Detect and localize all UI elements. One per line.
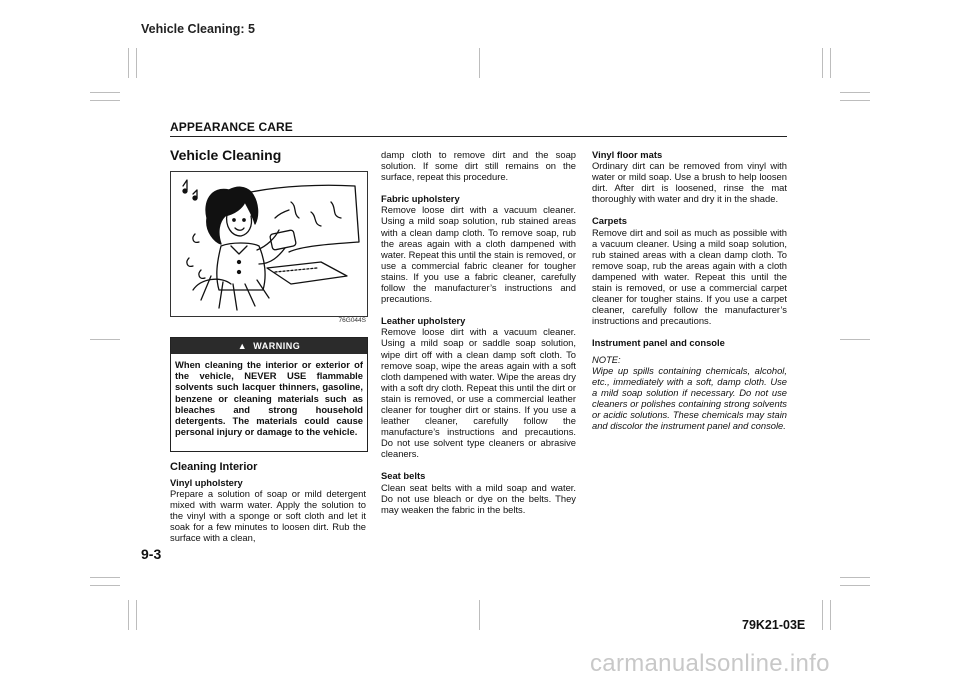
note-text: Wipe up spills containing chemicals, alcohol, etc., immediately with a soft, damp cloth. Use a mild soap solution if necessary. Do not use cleaners or polishes containing strong solvents or acidic solutions. These chemicals may stain and discolor the instrument panel and console. bbox=[592, 364, 787, 432]
carpets-heading: Carpets bbox=[592, 215, 627, 227]
header-rule bbox=[170, 136, 787, 137]
crop-mark bbox=[822, 48, 823, 78]
crop-mark bbox=[822, 600, 823, 630]
document-code: 79K21-03E bbox=[742, 618, 806, 632]
warning-box bbox=[170, 337, 368, 452]
crop-mark bbox=[479, 600, 480, 630]
crop-mark bbox=[840, 577, 870, 578]
note-label: NOTE: bbox=[592, 353, 621, 365]
fabric-upholstery-heading: Fabric upholstery bbox=[381, 193, 460, 205]
crop-mark bbox=[479, 48, 480, 78]
crop-mark bbox=[840, 339, 870, 340]
crop-mark bbox=[136, 600, 137, 630]
cleaning-illustration bbox=[170, 171, 368, 317]
seat-belts-heading: Seat belts bbox=[381, 470, 426, 482]
crop-mark bbox=[90, 585, 120, 586]
crop-mark bbox=[830, 48, 831, 78]
figure-caption: 76G044S bbox=[338, 317, 366, 324]
page-title: Vehicle Cleaning bbox=[170, 147, 282, 163]
instrument-panel-heading: Instrument panel and console bbox=[592, 337, 725, 349]
warning-header bbox=[171, 338, 367, 354]
vinyl-floor-mats-heading: Vinyl floor mats bbox=[592, 149, 663, 160]
column-2 bbox=[381, 149, 576, 515]
crop-mark bbox=[128, 48, 129, 78]
vinyl-upholstery-heading: Vinyl upholstery bbox=[170, 477, 243, 488]
watermark: carmanualsonline.info bbox=[590, 650, 830, 677]
person-cleaning-seat-icon bbox=[171, 172, 367, 316]
leather-upholstery-heading: Leather upholstery bbox=[381, 315, 466, 327]
subsection-title: Cleaning Interior bbox=[170, 461, 258, 473]
warning-label: WARNING bbox=[253, 341, 301, 351]
section-heading: APPEARANCE CARE bbox=[170, 120, 293, 134]
vinyl-floor-mats-text: Ordinary dirt can be removed from vinyl with water or mild soap. Use a brush to help loosen dirt. After dirt is loosened, rinse the mat thoroughly with water and dry it in the shade. bbox=[592, 160, 787, 205]
leather-upholstery-text: Remove loose dirt with a vacuum cleaner. Using a mild soap or saddle soap solution, wipe dirt off with a clean damp soft cloth. To remove soap, wipe the areas again with a soft cloth dampened with water. Wipe the areas dry with a soft dry cloth. Repeat this until the dirt or stain is removed, or use a commercial leather cleaner for tougher dirt or stains. If you use a leather cleaner, carefully follow the manufacture’s instructions and precautions. Do not use solvent type cleaners or abrasive cleaners. bbox=[381, 326, 576, 460]
warning-triangle-icon: ▲ bbox=[237, 341, 248, 351]
crop-mark bbox=[128, 600, 129, 630]
crop-mark bbox=[90, 100, 120, 101]
crop-mark bbox=[840, 100, 870, 101]
column-3 bbox=[592, 149, 787, 431]
column-1 bbox=[170, 477, 366, 544]
crop-mark bbox=[90, 339, 120, 340]
crop-mark bbox=[90, 92, 120, 93]
seat-belts-text: Clean seat belts with a mild soap and water. Do not use bleach or dye on the belts. They may weaken the fabric in the belts. bbox=[381, 481, 576, 515]
crop-mark bbox=[136, 48, 137, 78]
vinyl-upholstery-continued: damp cloth to remove dirt and the soap solution. If some dirt still remains on the surface, repeat this procedure. bbox=[381, 149, 576, 183]
carpets-text: Remove dirt and soil as much as possible with a vacuum cleaner. Using a mild soap solution, rub stained areas with a clean damp cloth. To remove soap, rub the areas again with a cloth dampened with water. Repeat this until the stain is removed, or use a commercial carpet cleaner for tougher stains. If you use a carpet cleaner, carefully follow the manufacturer’s instructions and precautions. bbox=[592, 226, 787, 327]
crop-mark bbox=[90, 577, 120, 578]
fabric-upholstery-text: Remove loose dirt with a vacuum cleaner. Using a mild soap solution, rub stained areas with a clean damp cloth. To remove soap, rub the areas again with a cloth dampened with water. Repeat this until the stain is removed, or use a commercial fabric cleaner for tougher stains. If you use a fabric cleaner, carefully follow the manufacturer’s instructions and precautions. bbox=[381, 204, 576, 305]
crop-mark bbox=[830, 600, 831, 630]
running-header: Vehicle Cleaning: 5 bbox=[141, 22, 255, 36]
vinyl-upholstery-text: Prepare a solution of soap or mild detergent mixed with warm water. Apply the solution to the vinyl with a sponge or soft cloth and let it soak for a few minutes to loosen dirt. Rub the surface with a clean, bbox=[170, 488, 366, 544]
crop-mark bbox=[840, 92, 870, 93]
crop-mark bbox=[840, 585, 870, 586]
warning-text: When cleaning the interior or exterior of the vehicle, NEVER USE flammable solvents such lacquer thinners, gasoline, benzene or cleaning materials such as bleaches and strong household detergents. The materials could cause personal injury or damage to the vehicle. bbox=[175, 359, 363, 438]
page-number: 9-3 bbox=[141, 546, 162, 562]
